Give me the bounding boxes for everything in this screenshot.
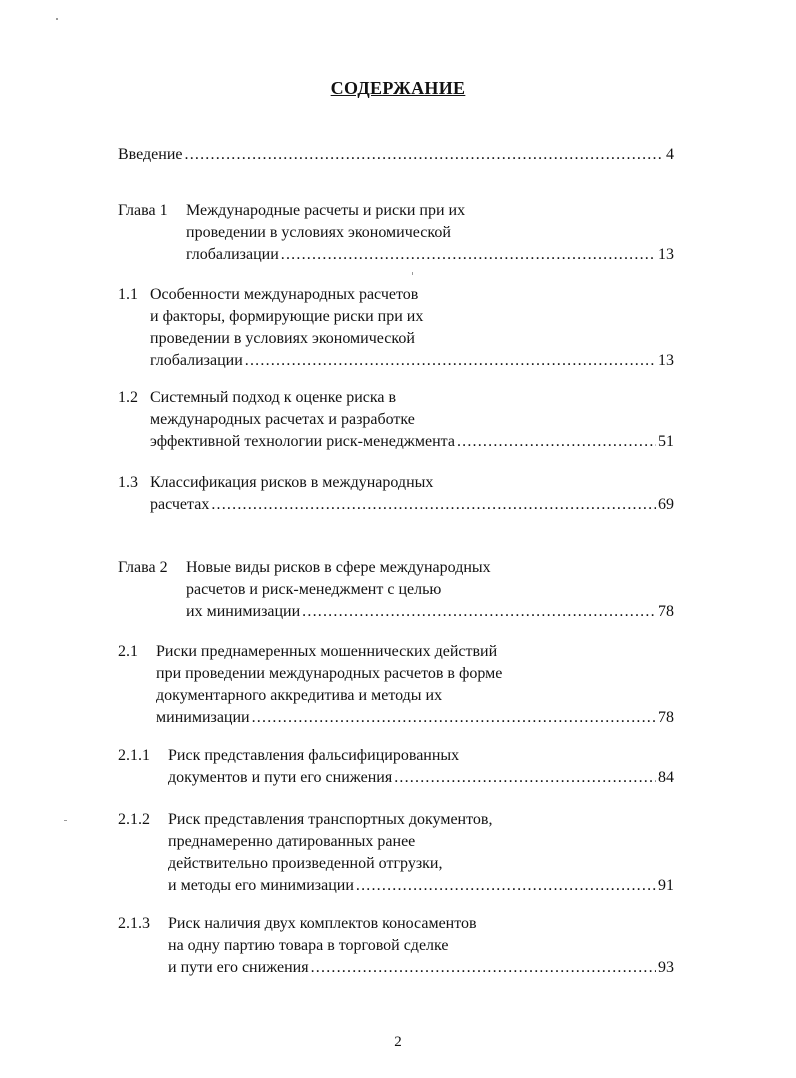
toc-entry-2-1-1 (118, 745, 674, 789)
toc-entry-text: Системный подход к оценке риска в (150, 389, 397, 406)
toc-entry-1-1 (118, 284, 674, 372)
toc-entry-number: Глава 2 (118, 559, 168, 576)
toc-entry-text: Риск представления транспортных документов, (168, 811, 493, 828)
toc-entry-text: расчетов и риск-менеджмент с целью (186, 581, 442, 598)
toc-entry-text: проведении в условиях экономической (150, 330, 415, 347)
toc-entry-1-3 (118, 472, 674, 516)
page-number: 2 (394, 1034, 402, 1050)
toc-entry-introduction (118, 144, 674, 166)
toc-entry-text: документов и пути его снижения (168, 769, 393, 786)
dot-leader (211, 494, 656, 516)
toc-page-number: 84 (658, 769, 674, 786)
scan-speck (64, 820, 67, 821)
page-title: СОДЕРЖАНИЕ (330, 78, 466, 98)
toc-entry-2-1-3 (118, 913, 674, 979)
toc-entry-number: 1.3 (118, 474, 138, 491)
toc-entry-text: глобализации (186, 246, 279, 263)
toc-entry-text: Риск наличия двух комплектов коносаментов (168, 915, 477, 932)
dot-leader (302, 601, 656, 623)
toc-entry-text: эффективной технологии риск-менеджмента (150, 433, 455, 450)
toc-entry-1-2 (118, 387, 674, 453)
toc-entry-text: Классификация рисков в международных (150, 474, 434, 491)
toc-page-number: 13 (658, 246, 674, 263)
toc-entry-number: 2.1.3 (118, 915, 150, 932)
dot-leader (311, 957, 656, 979)
toc-entry-2-1-2 (118, 809, 674, 897)
dot-leader (185, 144, 665, 166)
toc-entry-chapter-2 (118, 557, 674, 623)
toc-entry-number: 1.1 (118, 286, 138, 303)
scan-speck (412, 272, 413, 275)
scan-speck (56, 18, 58, 20)
toc-entry-text: Особенности международных расчетов (150, 286, 419, 303)
dot-leader (356, 875, 656, 897)
toc-page-number: 78 (658, 603, 674, 620)
toc-entry-text: и факторы, формирующие риски при их (150, 308, 424, 325)
toc-entry-chapter-1 (118, 200, 674, 266)
dot-leader (457, 431, 656, 453)
toc-entry-text: Новые виды рисков в сфере международных (186, 559, 491, 576)
toc-page-number: 4 (666, 146, 674, 163)
toc-entry-text: их минимизации (186, 603, 301, 620)
toc-entry-number: 2.1.2 (118, 811, 150, 828)
toc-entry-text: минимизации (156, 709, 250, 726)
toc-entry-number: Глава 1 (118, 202, 168, 219)
toc-entry-text: действительно произведенной отгрузки, (168, 855, 443, 872)
toc-entry-text: проведении в условиях экономической (186, 224, 451, 241)
toc-entry-text: при проведении международных расчетов в форме (156, 665, 503, 682)
toc-entry-text: и пути его снижения (168, 959, 309, 976)
toc-page-number: 93 (658, 959, 674, 976)
toc-entry-text: глобализации (150, 352, 243, 369)
toc-page-number: 78 (658, 709, 674, 726)
toc-page-number: 51 (658, 433, 674, 450)
toc-entry-text: расчетах (150, 496, 210, 513)
toc-entry-text: Введение (118, 146, 183, 163)
toc-page-number: 69 (658, 496, 674, 513)
toc-entry-text: Международные расчеты и риски при их (186, 202, 466, 219)
toc-page-number: 91 (658, 877, 674, 894)
toc-entry-text: международных расчетах и разработке (150, 411, 415, 428)
toc-entry-text: Риск представления фальсифицированных (168, 747, 460, 764)
toc-entry-text: и методы его минимизации (168, 877, 354, 894)
toc-entry-number: 2.1.1 (118, 747, 150, 764)
dot-leader (245, 350, 656, 372)
toc-entry-text: Риски преднамеренных мошеннических действий (156, 643, 498, 660)
toc-entry-text: на одну партию товара в торговой сделке (168, 937, 449, 954)
dot-leader (252, 707, 656, 729)
toc-entry-text: преднамеренно датированных ранее (168, 833, 416, 850)
toc-page-number: 13 (658, 352, 674, 369)
toc-entry-number: 1.2 (118, 389, 138, 406)
dot-leader (281, 244, 656, 266)
toc-entry-2-1 (118, 641, 674, 729)
toc-entry-number: 2.1 (118, 643, 138, 660)
dot-leader (394, 767, 656, 789)
toc-entry-text: документарного аккредитива и методы их (156, 687, 443, 704)
